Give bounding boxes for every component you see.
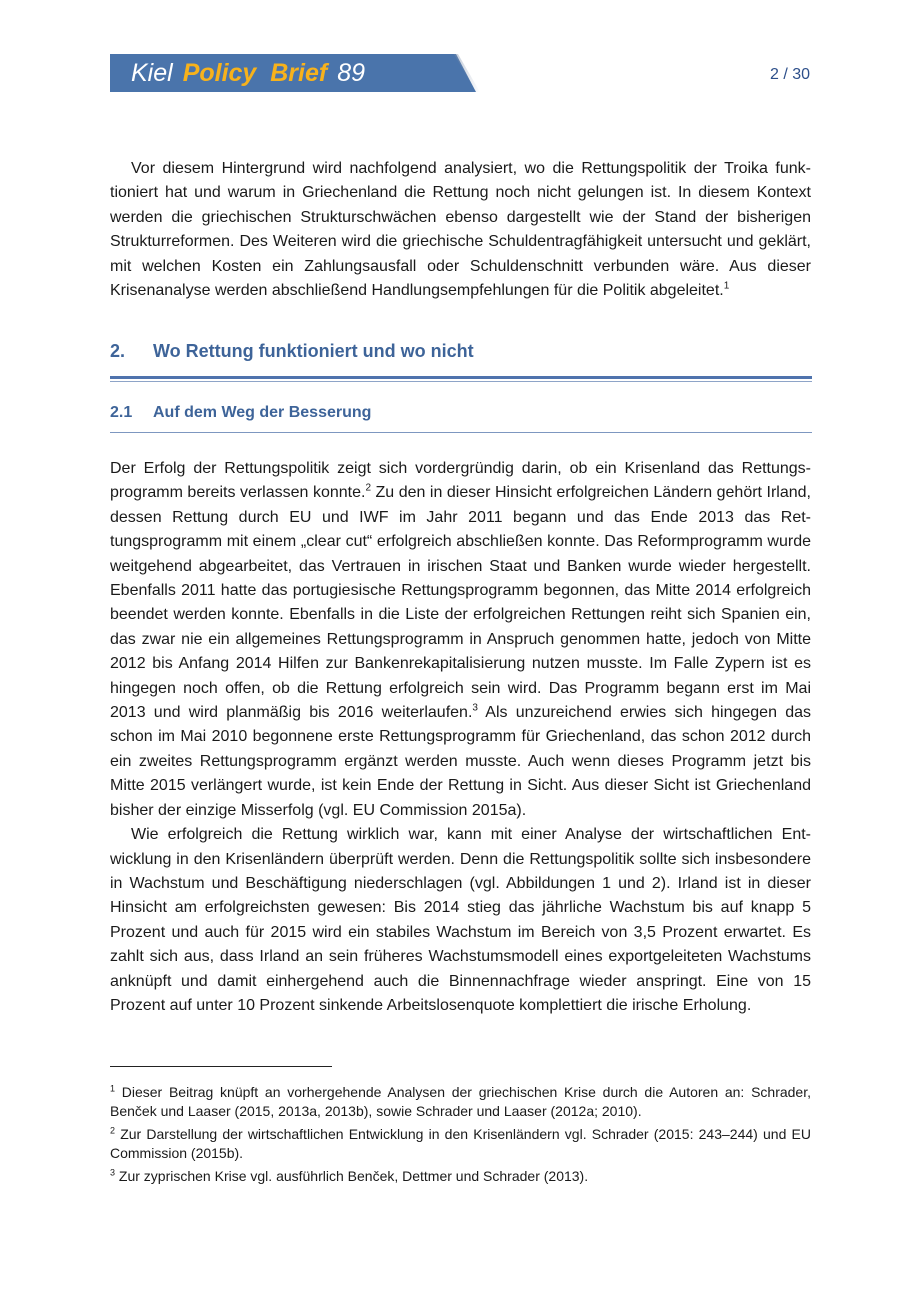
brand-kiel: Kiel bbox=[131, 59, 173, 87]
subsection-heading bbox=[110, 404, 371, 422]
footnotes bbox=[110, 1083, 811, 1191]
footnote-item bbox=[110, 1167, 811, 1186]
subsection-divider bbox=[110, 432, 812, 433]
footnote-ref[interactable]: 1 bbox=[723, 280, 730, 292]
paragraph-text: Zu den in dieser Hinsicht erfolgreichen Ländern gehört Irland, dessen Rettung durch EU und IWF im Jahr 2011 begann und das Ende 2013 das Rettungsprogramm mit einem „clear cut“ erfolgreich abschließen konnte. Das Reformprogramm wurde weitgehend abgearbeitet, das Vertrauen in irischen Staat und Banken wurde wieder hergestellt. Ebenfalls 2011 hatte das portugiesische Rettungsprogramm begonnen, das Mitte 2014 erfolgreich beendet werden konnte. Ebenfalls in die Liste der erfolgreichen Rettungen reiht sich Spanien ein, das zwar nie ein allgemeines Rettungsprogramm in Anspruch genommen hatte, jedoch von Mitte 2012 bis Anfang 2014 Hilfen zur Bankenrekapitalisierung nutzen musste. Im Falle Zypern ist es hingegen noch offen, ob die Rettung erfolgreich sein wird. Das Programm begann erst im Mai 2013 und wird planmäßig bis 2016 weiterlaufen. bbox=[110, 484, 811, 722]
brand-policy-brief: Policy Brief bbox=[182, 59, 328, 87]
footnote-ref[interactable]: 2 bbox=[365, 483, 371, 495]
footnote-text: Zur zyprischen Krise vgl. ausführlich Benček, Dettmer und Schrader (2013). bbox=[115, 1168, 589, 1184]
body-paragraph-2 bbox=[110, 823, 811, 1018]
intro-paragraph bbox=[110, 157, 811, 303]
publication-title bbox=[131, 56, 365, 90]
subsection-title: Auf dem Weg der Besserung bbox=[153, 404, 372, 421]
intro-block bbox=[110, 157, 811, 303]
paragraph-text: Als unzureichend erwies sich hingegen das schon im Mai 2010 begonnene erste Rettungsprogramm für Griechenland, das schon 2012 durch ein zweites Rettungsprogramm ergänzt werden musste. Auch wenn dieses Programm jetzt bis Mitte 2015 verlängert wurde, ist kein Ende der Rettung in Sicht. Aus dieser Sicht ist Griechenland bisher der einzige Misserfolg (vgl. EU Commission 2015a). bbox=[110, 704, 811, 819]
footnote-text: Dieser Beitrag knüpft an vorhergehende Analysen der griechischen Krise durch die Autoren an: Schrader, Benček und Laaser (2015, 2013a, 2013b), sowie Schrader und Laaser (2012a; 2010). bbox=[110, 1084, 811, 1119]
footnote-separator bbox=[110, 1066, 332, 1067]
paragraph-text: Der Erfolg der Rettungspolitik zeigt sich vordergründig darin, ob ein Krisenland das Rettungsprogramm bereits verlassen konnte. bbox=[110, 460, 811, 502]
subsection-number: 2.1 bbox=[110, 404, 133, 421]
footnote-text: Zur Darstellung der wirtschaftlichen Entwicklung in den Krisenländern vgl. Schrader (2015: 243–244) und EU Commission (2015b). bbox=[110, 1126, 811, 1161]
footnote-mark: 2 bbox=[110, 1125, 116, 1136]
footnote-item bbox=[110, 1125, 811, 1162]
brand-issue-number: 89 bbox=[337, 59, 365, 87]
footnote-ref[interactable]: 3 bbox=[472, 702, 478, 714]
body-paragraph-1 bbox=[110, 457, 811, 823]
intro-text: Vor diesem Hintergrund wird nachfolgend analysiert, wo die Rettungspolitik der Troika funktioniert hat und warum in Griechenland die Rettung noch nicht gelungen ist. In diesem Kontext werden die griechischen Strukturschwächen ebenso dargestellt wie der Stand der bisherigen Strukturreformen. Des Weiteren wird die griechische Schuldentragfähigkeit untersucht und geklärt, mit welchen Kosten ein Zahlungsausfall oder Schuldenschnitt verbunden wäre. Aus dieser Krisenanalyse werden abschließend Handlungsempfehlungen für die Politik abgeleitet. bbox=[110, 160, 811, 300]
paragraph-text: Wie erfolgreich die Rettung wirklich war, kann mit einer Analyse der wirtschaftlichen Entwicklung in den Krisenländern überprüft werden. Denn die Rettungspolitik sollte sich insbesondere in Wachstum und Beschäftigung niederschlagen (vgl. Abbildungen 1 und 2). Irland ist in dieser Hinsicht am erfolgreichsten gewesen: Bis 2014 stieg das jährliche Wachstum bis auf knapp 5 Prozent und auch für 2015 wird ein stabiles Wachstum im Bereich von 3,5 Prozent erwartet. Es zahlt sich aus, dass Irland an sein früheres Wachstumsmodell eines exportgeleiteten Wachstums anknüpft und damit einhergehend auch die Binnennachfrage wieder anspringt. Eine von 15 Prozent auf unter 10 Prozent sinkende Arbeitslosenquote komplettiert die irische Erholung. bbox=[110, 826, 811, 1014]
footnote-mark: 1 bbox=[110, 1083, 116, 1094]
section-title: Wo Rettung funktioniert und wo nicht bbox=[153, 341, 474, 361]
section-number: 2. bbox=[110, 341, 126, 361]
page-indicator: 2 / 30 bbox=[769, 66, 810, 83]
footnote-item bbox=[110, 1083, 811, 1120]
section-divider bbox=[110, 376, 812, 382]
section-heading bbox=[110, 341, 474, 362]
section-body bbox=[110, 457, 811, 1018]
footnote-mark: 3 bbox=[110, 1167, 116, 1178]
